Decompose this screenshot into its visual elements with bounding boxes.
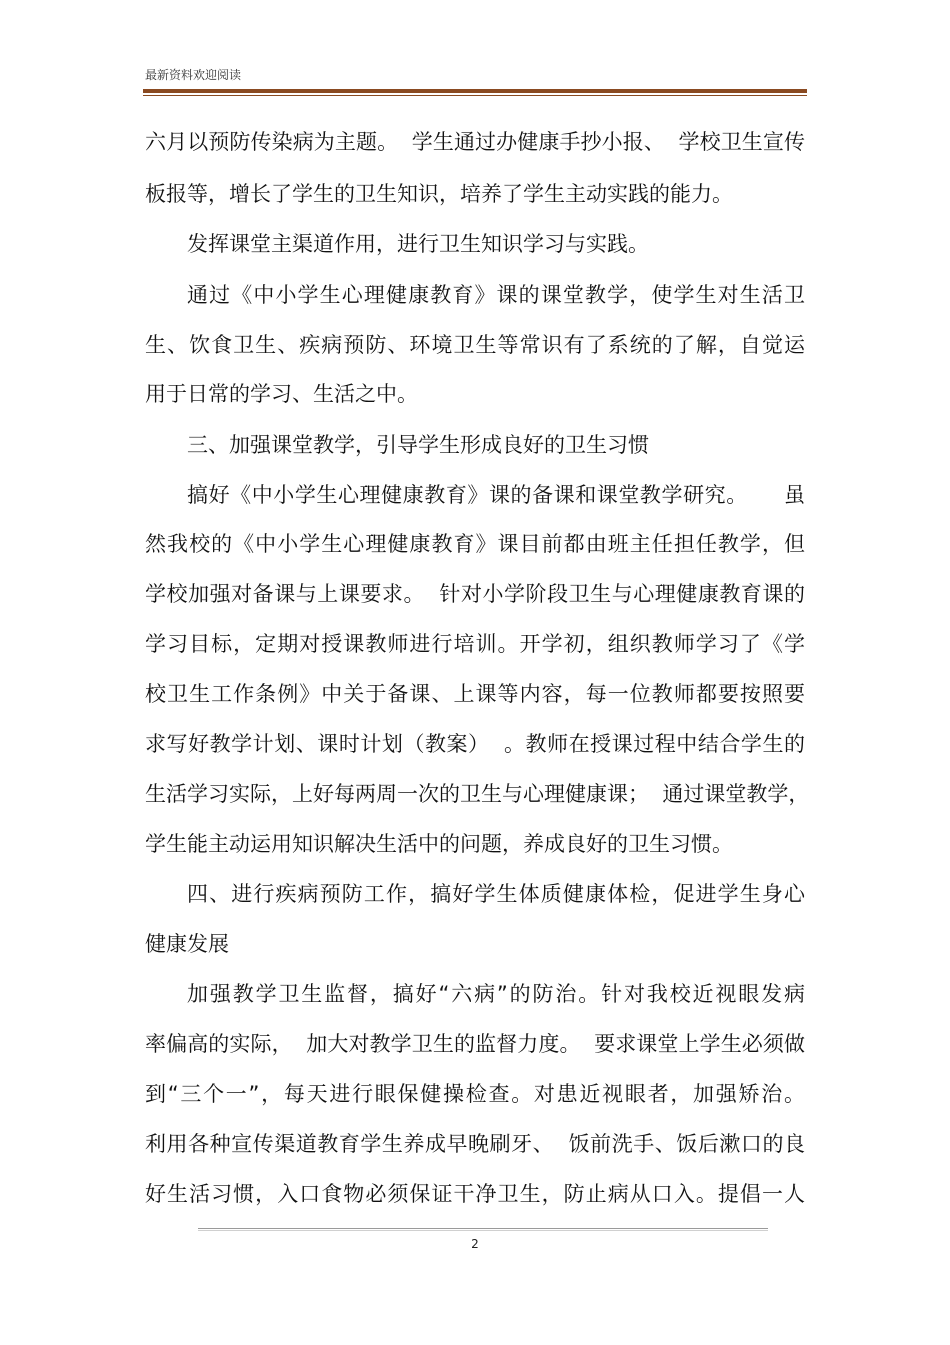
header-rule-thick (143, 89, 807, 93)
page-number: 2 (471, 1237, 479, 1251)
text-line: 搞好《中小学生心理健康教育》课的备课和课堂教学研究。 虽 (187, 483, 805, 507)
footer-rule (198, 1228, 768, 1229)
text-line: 率偏高的实际， 加大对教学卫生的监督力度。 要求课堂上学生必须做 (145, 1032, 805, 1056)
text-line: 求写好教学计划、课时计划（教案） 。教师在授课过程中结合学生的 (145, 732, 805, 756)
text-line: 到“三个一”，每天进行眼保健操检查。对患近视眼者，加强矫治。 (145, 1082, 805, 1106)
text-line: 发挥课堂主渠道作用，进行卫生知识学习与实践。 (187, 232, 649, 256)
text-line: 生活学习实际，上好每两周一次的卫生与心理健康课； 通过课堂教学， (145, 782, 810, 806)
text-line: 六月以预防传染病为主题。 学生通过办健康手抄小报、 学校卫生宣传 (145, 130, 805, 154)
text-line: 学习目标，定期对授课教师进行培训。开学初，组织教师学习了《学 (145, 632, 805, 656)
text-line: 学校加强对备课与上课要求。 针对小学阶段卫生与心理健康教育课的 (145, 582, 805, 606)
section-heading: 三、加强课堂教学，引导学生形成良好的卫生习惯 (187, 433, 649, 457)
text-line: 利用各种宣传渠道教育学生养成早晚刷牙、 饭前洗手、饭后漱口的良 (145, 1132, 805, 1156)
text-line: 校卫生工作条例》中关于备课、上课等内容，每一位教师都要按照要 (145, 682, 805, 706)
text-line: 好生活习惯，入口食物必须保证干净卫生，防止病从口入。提倡一人 (145, 1182, 805, 1206)
page-header: 最新资料欢迎阅读 (145, 68, 242, 82)
text-line: 通过《中小学生心理健康教育》课的课堂教学，使学生对生活卫 (187, 283, 805, 307)
footer-rule-shadow (198, 1230, 768, 1231)
text-line: 学生能主动运用知识解决生活中的问题，养成良好的卫生习惯。 (145, 832, 733, 856)
header-rule-thin (143, 95, 807, 96)
text-line: 生、饮食卫生、疾病预防、环境卫生等常识有了系统的了解，自觉运 (145, 333, 805, 357)
text-line: 板报等，增长了学生的卫生知识，培养了学生主动实践的能力。 (145, 182, 733, 206)
section-heading: 四、进行疾病预防工作，搞好学生体质健康体检，促进学生身心 (187, 882, 805, 906)
text-line: 用于日常的学习、生活之中。 (145, 382, 418, 406)
section-heading: 健康发展 (145, 932, 229, 956)
text-line: 加强教学卫生监督，搞好“六病”的防治。针对我校近视眼发病 (187, 982, 805, 1006)
text-line: 然我校的《中小学生心理健康教育》课目前都由班主任担任教学，但 (145, 532, 805, 556)
